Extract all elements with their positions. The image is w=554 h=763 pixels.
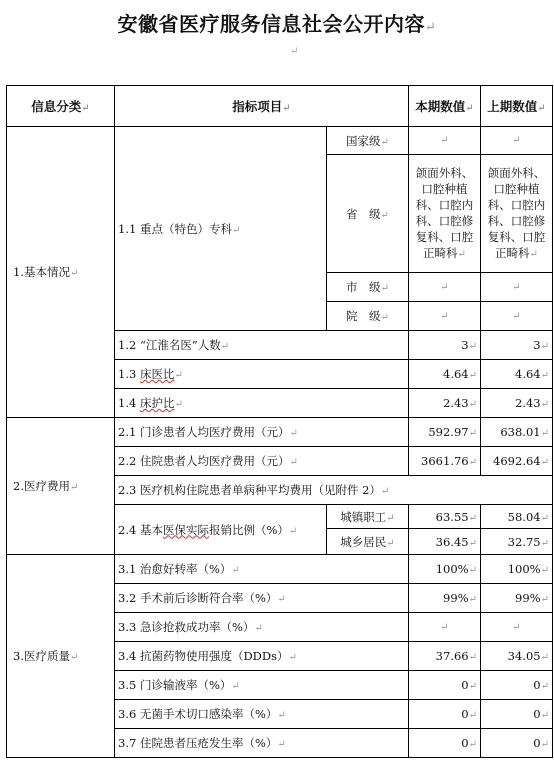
page-title: 安徽省医疗服务信息社会公开内容↵: [117, 12, 437, 36]
indicator-label: 3.1 治愈好转率（%）↵: [115, 555, 409, 584]
indicator-label: 3.3 急诊抢救成功率（%）↵: [115, 613, 409, 642]
table-row: [7, 418, 553, 447]
value-previous: ↵: [481, 127, 553, 155]
indicator-label: 3.4 抗菌药物使用强度（DDDs）↵: [115, 642, 409, 671]
level-hospital: 院 级↵: [327, 302, 409, 331]
sub-label: 城乡居民↵: [327, 529, 409, 555]
indicator-label: 3.7 住院患者压疮发生率（%）↵: [115, 729, 409, 758]
indicator-label: 2.2 住院患者人均医疗费用（元）↵: [115, 447, 409, 476]
header-row: [7, 86, 553, 127]
indicator-label: 1.2 “江淮名医”人数↵: [115, 331, 409, 360]
specialty-label: 1.1 重点（特色）专科↵: [115, 127, 327, 331]
indicator-label: 1.4 床护比↵: [115, 389, 409, 418]
value-previous: 2.43↵: [481, 389, 553, 418]
indicator-label: 2.1 门诊患者人均医疗费用（元）↵: [115, 418, 409, 447]
value-previous: 100%↵: [481, 555, 553, 584]
value-current: ↵: [409, 302, 481, 331]
indicator-label: 2.4 基本医保实际报销比例（%）↵: [115, 505, 327, 555]
indicator-label: 3.2 手术前后诊断符合率（%）↵: [115, 584, 409, 613]
indicator-label: 3.6 无菌手术切口感染率（%）↵: [115, 700, 409, 729]
value-current: 4.64↵: [409, 360, 481, 389]
table-row: [7, 127, 553, 155]
value-current: 3661.76↵: [409, 447, 481, 476]
value-previous: 58.04↵: [481, 505, 553, 529]
value-current: 63.55↵: [409, 505, 481, 529]
category-basic: 1.基本情况↵: [7, 127, 115, 418]
indicator-label: 2.3 医疗机构住院患者单病种平均费用（见附件 2）↵: [115, 476, 553, 505]
value-current: ↵: [409, 613, 481, 642]
value-current: 592.97↵: [409, 418, 481, 447]
value-previous: ↵: [481, 273, 553, 302]
paragraph-mark: ↵: [425, 20, 437, 35]
category-cost: 2.医疗费用↵: [7, 418, 115, 555]
value-previous: 638.01↵: [481, 418, 553, 447]
level-national: 国家级↵: [327, 127, 409, 155]
value-current: 0↵: [409, 700, 481, 729]
indicator-label: 3.5 门诊输液率（%）↵: [115, 671, 409, 700]
sub-label: 城镇职工↵: [327, 505, 409, 529]
value-current: 0↵: [409, 729, 481, 758]
header-previous: 上期数值↵: [481, 86, 553, 127]
header-indicator: 指标项目↵: [115, 86, 409, 127]
value-previous: 4692.64↵: [481, 447, 553, 476]
table-row: [7, 555, 553, 584]
info-table: [6, 85, 553, 758]
value-previous: 0↵: [481, 671, 553, 700]
value-current: 2.43↵: [409, 389, 481, 418]
indicator-label: 1.3 床医比↵: [115, 360, 409, 389]
value-current: 36.45↵: [409, 529, 481, 555]
value-previous: 3↵: [481, 331, 553, 360]
level-city: 市 级↵: [327, 273, 409, 302]
value-previous: 0↵: [481, 729, 553, 758]
value-previous: 0↵: [481, 700, 553, 729]
value-current: 99%↵: [409, 584, 481, 613]
value-current: 颌面外科、口腔种植科、口腔内科、口腔修复科、口腔正畸科↵: [409, 155, 481, 273]
header-current: 本期数值↵: [409, 86, 481, 127]
value-previous: ↵: [481, 613, 553, 642]
header-category: 信息分类↵: [7, 86, 115, 127]
paragraph-mark: ↵: [290, 46, 299, 57]
value-current: 0↵: [409, 671, 481, 700]
value-previous: 34.05↵: [481, 642, 553, 671]
level-provincial: 省 级↵: [327, 155, 409, 273]
value-current: 100%↵: [409, 555, 481, 584]
value-current: 3↵: [409, 331, 481, 360]
value-previous: 4.64↵: [481, 360, 553, 389]
value-previous: 32.75↵: [481, 529, 553, 555]
value-current: ↵: [409, 127, 481, 155]
value-previous: ↵: [481, 302, 553, 331]
value-previous: 99%↵: [481, 584, 553, 613]
value-current: ↵: [409, 273, 481, 302]
value-current: 37.66↵: [409, 642, 481, 671]
value-previous: 颌面外科、口腔种植科、口腔内科、口腔修复科、口腔正畸科↵: [481, 155, 553, 273]
category-quality: 3.医疗质量↵: [7, 555, 115, 758]
